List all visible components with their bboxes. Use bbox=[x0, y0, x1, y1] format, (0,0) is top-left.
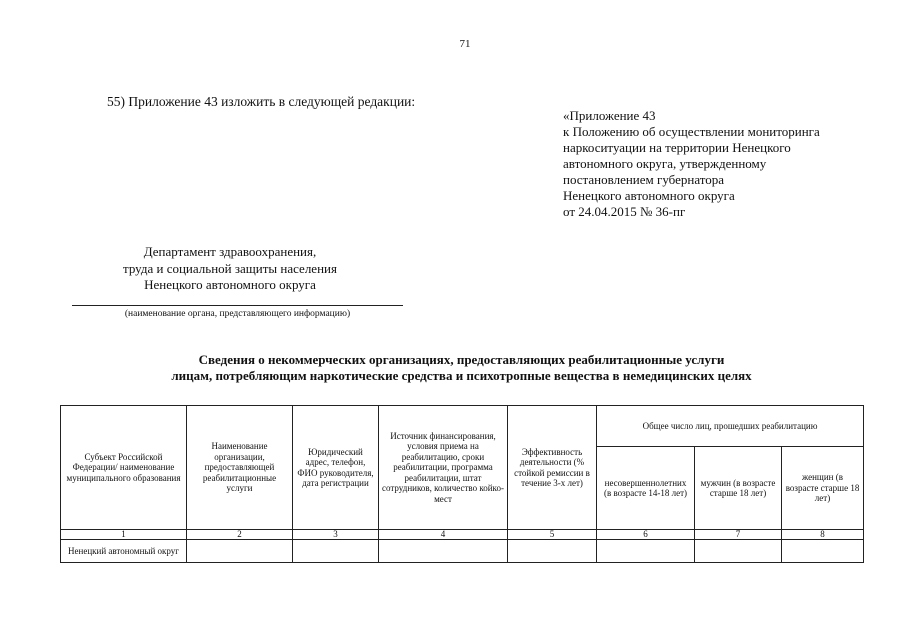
appendix-line: автономного округа, утвержденному bbox=[563, 156, 767, 171]
appendix-line: Ненецкого автономного округа bbox=[563, 188, 735, 203]
column-number: 7 bbox=[695, 530, 782, 540]
header-minors: несовершеннолетних (в возрасте 14-18 лет) bbox=[597, 447, 695, 530]
header-rehab-total: Общее число лиц, прошедших реабилитацию bbox=[597, 406, 864, 447]
department-name bbox=[80, 244, 380, 294]
header-organization: Наименование организации, предоставляющей реабилитационные услуги bbox=[187, 406, 293, 530]
column-number-row bbox=[61, 530, 864, 540]
signature-rule bbox=[72, 305, 403, 306]
column-number: 1 bbox=[61, 530, 187, 540]
intro-text: 55) Приложение 43 изложить в следующей редакции: bbox=[107, 94, 416, 109]
document-title bbox=[60, 352, 863, 384]
department-line: Департамент здравоохранения, bbox=[143, 244, 317, 259]
row-label: Ненецкий автономный округ bbox=[61, 540, 187, 563]
appendix-line: к Положению об осуществлении мониторинга bbox=[563, 124, 820, 139]
table-cell bbox=[379, 540, 508, 563]
header-row bbox=[61, 406, 864, 447]
column-number: 8 bbox=[782, 530, 864, 540]
table-row bbox=[61, 540, 864, 563]
column-number: 2 bbox=[187, 530, 293, 540]
column-number: 3 bbox=[293, 530, 379, 540]
table-cell bbox=[597, 540, 695, 563]
header-efficiency: Эффективность деятельности (% стойкой ремиссии в течение 3-х лет) bbox=[508, 406, 597, 530]
appendix-block bbox=[563, 108, 820, 220]
column-number: 4 bbox=[379, 530, 508, 540]
table-cell bbox=[293, 540, 379, 563]
report-table bbox=[60, 405, 864, 563]
department-line: труда и социальной защиты населения bbox=[123, 260, 337, 276]
table-cell bbox=[782, 540, 864, 563]
appendix-line: от 24.04.2015 № 36-пг bbox=[563, 204, 686, 219]
department-caption: (наименование органа, представляющего информацию) bbox=[124, 309, 351, 319]
header-men: мужчин (в возрасте старше 18 лет) bbox=[695, 447, 782, 530]
appendix-line: «Приложение 43 bbox=[563, 108, 656, 123]
header-financing: Источник финансирования, условия приема на реабилитацию, сроки реабилитации, программа реабилитации, штат сотрудников, количество койко-мест bbox=[379, 406, 508, 530]
header-women: женщин (в возрасте старше 18 лет) bbox=[782, 447, 864, 530]
department-line: Ненецкого автономного округа bbox=[144, 277, 316, 292]
header-subject: Субъект Российской Федерации/ наименование муниципального образования bbox=[61, 406, 187, 530]
title-line-1: Сведения о некоммерческих организациях, предоставляющих реабилитационные услуги bbox=[198, 352, 725, 367]
column-number: 5 bbox=[508, 530, 597, 540]
column-number: 6 bbox=[597, 530, 695, 540]
page-number: 71 bbox=[459, 38, 471, 50]
title-line-2: лицам, потребляющим наркотические средства и психотропные вещества в немедицинских целях bbox=[171, 368, 752, 383]
appendix-line: постановлением губернатора bbox=[563, 172, 725, 187]
table-cell bbox=[508, 540, 597, 563]
appendix-line: наркоситуации на территории Ненецкого bbox=[563, 140, 791, 155]
header-legal-address: Юридический адрес, телефон, ФИО руководителя, дата регистрации bbox=[293, 406, 379, 530]
table-cell bbox=[695, 540, 782, 563]
table-cell bbox=[187, 540, 293, 563]
